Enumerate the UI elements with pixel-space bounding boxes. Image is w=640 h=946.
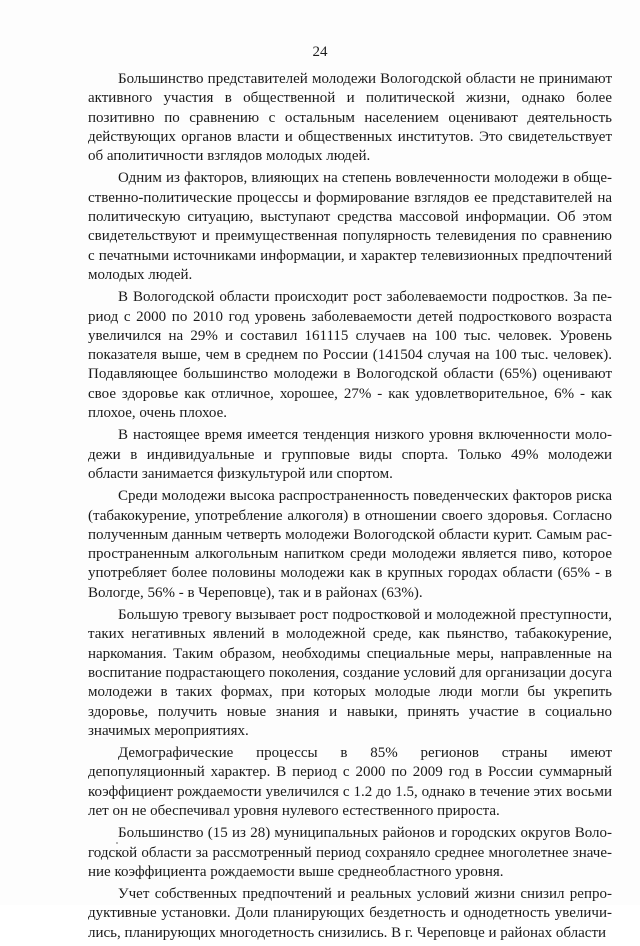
paragraph: Среди молодежи высока распространенность поведенческих факторов риска (табакокурение, употребление алкоголя) в отношении своего здоровья. Согласно полученным данным четверть молодежи Вологодской области курит. Самым распространенным алкогольным напитком среди молодежи является пиво, которое употребляет более половины молодежи как в крупных городах области (65% - в Вологде, 56% - в Череповце), так и в районах (63%). — [88, 488, 612, 601]
paragraph: Большинство представителей молодежи Вологодской области не принимают активного участия в общественной и политической жизни, однако более позитивно по сравнению с остальным населением оценивают деятельность действующих органов власти и общественных институтов. Это свидетельствует об аполитичности взглядов молодых людей. — [88, 71, 612, 165]
page-number: 24 — [312, 44, 328, 60]
paragraph: В настоящее время имеется тенденция низкого уровня включенности молодежи в индивидуальные и групповые виды спорта. Только 49% молодежи области занимается физкультурой или спортом. — [88, 427, 612, 482]
scan-speck — [116, 842, 118, 844]
body-text — [88, 70, 612, 946]
paragraph: В Вологодской области происходит рост заболеваемости подростков. За период с 2000 по 2010 год уровень заболеваемости детей подросткового возраста увеличился на 29% и составил 161115 случаев на 100 тыс. человек. Уровень показателя выше, чем в среднем по России (141504 случая на 100 тыс. человек). Подавляющее большинство молодежи в Вологодской области (65%) оценивают свое здоровье как отличное, хорошее, 27% - как удовлетворительное, 6% - как плохое, очень плохое. — [88, 289, 612, 422]
paragraph: Большинство (15 из 28) муниципальных районов и городских округов Вологодской области за рассмотренный период сохраняло среднее многолетнее значение коэффициента рождаемости выше среднеобластного уровня. — [88, 825, 612, 880]
paragraph: Учет собственных предпочтений и реальных условий жизни снизил репродуктивные установки. Доли планирующих бездетность и однодетность увеличились, планирующих многодетность снизились. В г. Череповце и районах области — [88, 886, 612, 941]
paragraph: Большую тревогу вызывает рост подростковой и молодежной преступности, таких негативных явлений в молодежной среде, как пьянство, табакокурение, наркомания. Таким образом, необходимы специальные меры, направленные на воспитание подрастающего поколения, создание условий для организации досуга молодежи в таких формах, при которых молодые люди могли бы укрепить здоровье, получить новые знания и навыки, принять участие в социально значимых мероприятиях. — [88, 607, 612, 739]
paragraph: Демографические процессы в 85% регионов страны имеют депопуляционный характер. В период с 2000 по 2009 год в России суммарный коэффициент рождаемости увеличился с 1.2 до 1.5, однако в течение этих восьми лет он не обеспечивал уровня нулевого естественного прироста. — [88, 745, 612, 819]
paragraph: Одним из факторов, влияющих на степень вовлеченности молодежи в общественно-политические процессы и формирование взглядов ее представителей на политическую ситуацию, выступают средства массовой информации. Об этом свидетельствуют и преимущественная популярность телевидения по сравнению с печатными источниками информации, и характер телевизионных предпочтений молодых людей. — [88, 170, 612, 283]
